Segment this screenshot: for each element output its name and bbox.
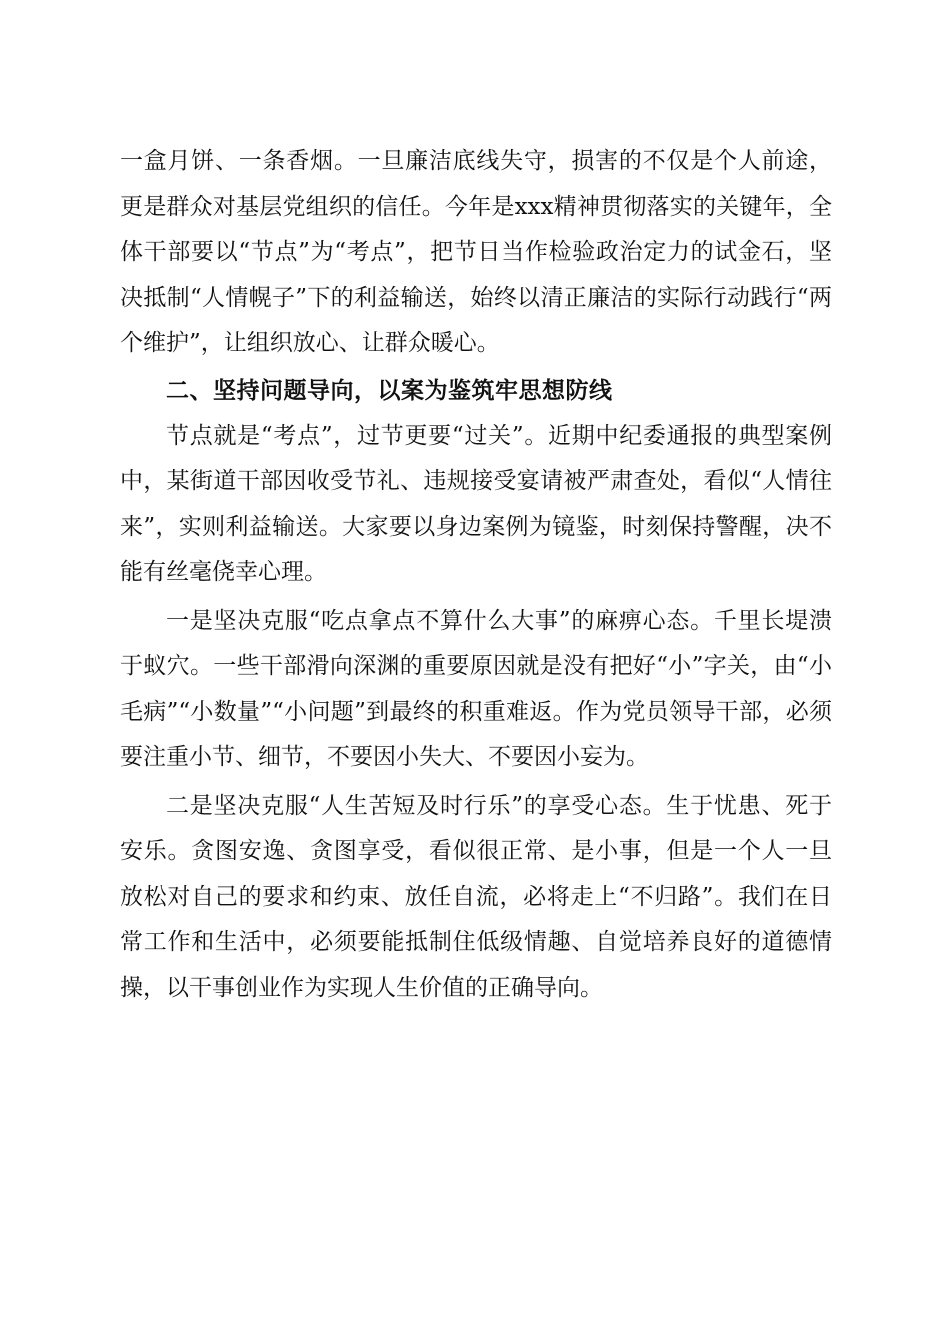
document-page bbox=[120, 139, 832, 1011]
paragraph-continuation: 一盒月饼、一条香烟。一旦廉洁底线失守，损害的不仅是个人前途，更是群众对基层党组织的信任。今年是xxx精神贯彻落实的关键年，全体干部要以“节点”为“考点”，把节日当作检验政治定力的试金石，坚决抵制“人情幌子”下的利益输送，始终以清正廉洁的实际行动践行“两个维护”，让组织放心、让群众暖心。 bbox=[120, 148, 832, 356]
paragraph-intro: 节点就是“考点”，过节更要“过关”。近期中纪委通报的典型案例中，某街道干部因收受节礼、违规接受宴请被严肃查处，看似“人情往来”，实则利益输送。大家要以身边案例为镜鉴，时刻保持警醒，决不能有丝毫侥幸心理。 bbox=[120, 422, 832, 585]
paragraph-point-one: 一是坚决克服“吃点拿点不算什么大事”的麻痹心态。千里长堤溃于蚁穴。一些干部滑向深渊的重要原因就是没有把好“小”字关，由“小毛病”“小数量”“小问题”到最终的积重难返。作为党员领导干部，必须要注重小节、细节，不要因小失大、不要因小妄为。 bbox=[120, 607, 832, 770]
paragraph-point-two: 二是坚决克服“人生苦短及时行乐”的享受心态。生于忧患、死于安乐。贪图安逸、贪图享受，看似很正常、是小事，但是一个人一旦放松对自己的要求和约束、放任自流，必将走上“不归路”。我们在日常工作和生活中，必须要能抵制住低级情趣、自觉培养良好的道德情操，以干事创业作为实现人生价值的正确导向。 bbox=[120, 792, 832, 1001]
section-heading: 二、坚持问题导向，以案为鉴筑牢思想防线 bbox=[166, 377, 613, 404]
